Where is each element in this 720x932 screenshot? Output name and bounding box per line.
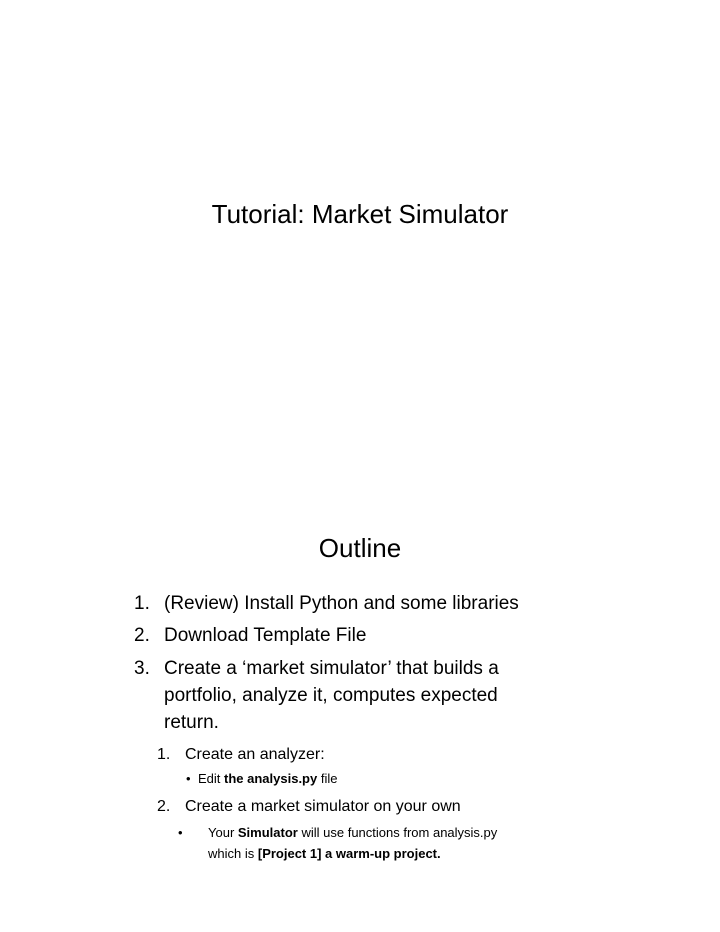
outline-subitem-text: Create an analyzer:: [185, 746, 325, 763]
outline-bullet-1: [186, 770, 486, 788]
outline-item-text-line-3: return.: [164, 712, 219, 733]
outline-item-3: [134, 656, 614, 736]
outline-item-1: [134, 591, 614, 617]
outline-item-text-line-1: Create a ‘market simulator’ that builds a: [164, 658, 499, 679]
outline-bullet-text: Edit the analysis.py file: [198, 771, 338, 786]
outline-item-2: [134, 623, 614, 649]
outline-item-text: (Review) Install Python and some libraries: [164, 593, 519, 614]
outline-bullet-2: [178, 824, 598, 864]
slide-title: Tutorial: Market Simulator: [211, 199, 509, 229]
outline-item-text-line-2: portfolio, analyze it, computes expected: [164, 685, 498, 706]
bullet-icon: •: [186, 771, 191, 786]
outline-item-number: 1.: [134, 593, 150, 614]
outline-bullet-text-line-2: which is [Project 1] a warm-up project.: [208, 846, 441, 861]
outline-subitem-number: 2.: [157, 798, 171, 815]
outline-subitem-2: [157, 796, 577, 818]
outline-subitem-1: [157, 744, 557, 766]
outline-item-number: 3.: [134, 658, 150, 679]
outline-item-text: Download Template File: [164, 625, 367, 646]
outline-subitem-text: Create a market simulator on your own: [185, 798, 461, 815]
outline-subitem-number: 1.: [157, 746, 171, 763]
outline-bullet-text-line-1: Your Simulator will use functions from analysis.py: [208, 825, 498, 840]
bullet-icon: •: [178, 825, 183, 840]
outline-item-number: 2.: [134, 625, 150, 646]
outline-heading: Outline: [318, 533, 402, 563]
